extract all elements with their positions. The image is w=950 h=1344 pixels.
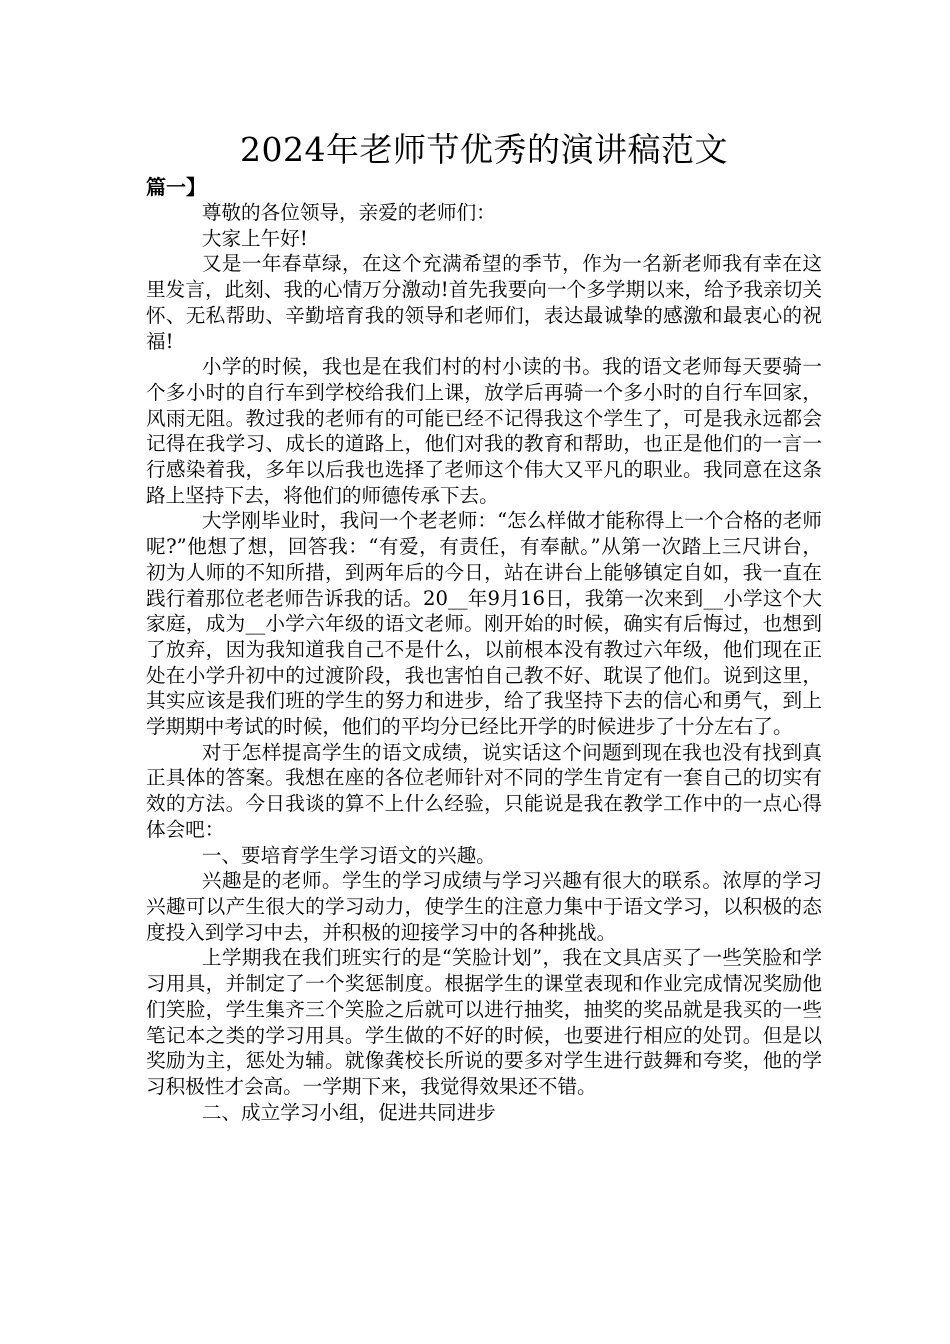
paragraph-heading-one: 一、要培育学生学习语文的兴趣。 [201,843,496,867]
section-label: 篇一】 [146,175,206,199]
document-title: 2024年老师节优秀的演讲稿范文 [240,130,728,169]
paragraph-childhood: 小学的时候，我也是在我们村的村小读的书。我的语文老师每天要骑一个多小时的自行车到学校给我们上课，放学后再骑一个多小时的自行车回家，风雨无阻。教过我的老师有的可能已经不记得我这个学生了，可是我永远都会记得在我学习、成长的道路上，他们对我的教育和帮助，也正是他们的一言一行感染着我，多年以后我也选择了老师这个伟大又平凡的职业。我同意在这条路上坚持下去，将他们的师德传承下去。 [146,355,822,507]
paragraph-interest: 兴趣是的老师。学生的学习成绩与学习兴趣有很大的联系。浓厚的学习兴趣可以产生很大的学习动力，使学生的注意力集中于语文学习，以积极的态度投入到学习中去，并积极的迎接学习中的各种挑战。 [146,869,822,944]
paragraph-greeting: 大家上午好! [201,226,308,250]
paragraph-opening: 又是一年春草绿，在这个充满希望的季节，作为一名新老师我有幸在这里发言，此刻、我的心情万分激动!首先我要向一个多学期以来，给予我亲切关怀、无私帮助、辛勤培育我的领导和老师们，表达最诚挚的感激和最衷心的祝福! [146,252,822,353]
paragraph-career: 大学刚毕业时，我问一个老老师：“怎么样做才能称得上一个合格的老师呢?”他想了想，回答我：“有爱，有责任，有奉献。”从第一次踏上三尺讲台，初为人师的不知所措，到两年后的今日，站在讲台上能够镇定自如，我一直在践行着那位老老师告诉我的话。20__年9月16日，我第一次来到__小学这个大家庭，成为__小学六年级的语文老师。刚开始的时候，确实有后悔过，也想到了放弃，因为我知道我自己不是什么，以前根本没有教过六年级，他们现在正处在小学升初中的过渡阶段，我也害怕自己教不好、耽误了他们。说到这里，其实应该是我们班的学生的努力和进步，给了我坚持下去的信心和勇气，到上学期期中考试的时候，他们的平均分已经比开学的时候进步了十分左右了。 [146,509,822,739]
paragraph-smile-plan: 上学期我在我们班实行的是“笑脸计划”，我在文具店买了一些笑脸和学习用具，并制定了一个奖惩制度。根据学生的课堂表现和作业完成情况奖励他们笑脸，学生集齐三个笑脸之后就可以进行抽奖，抽奖的奖品就是我买的一些笔记本之类的学习用具。学生做的不好的时候，也要进行相应的处罚。但是以奖励为主，惩处为辅。就像龚校长所说的要多对学生进行鼓舞和夸奖，他的学习积极性才会高。一学期下来，我觉得效果还不错。 [146,946,822,1098]
paragraph-salutation: 尊敬的各位领导，亲爱的老师们： [201,201,496,224]
document-page [146,126,822,1125]
paragraph-heading-two: 二、成立学习小组，促进共同进步 [201,1100,496,1124]
paragraph-method-intro: 对于怎样提高学生的语文成绩，说实话这个问题到现在我也没有找到真正具体的答案。我想在座的各位老师针对不同的学生肯定有一套自己的切实有效的方法。今日我谈的算不上什么经验，只能说是我在教学工作中的一点心得体会吧： [146,740,822,841]
